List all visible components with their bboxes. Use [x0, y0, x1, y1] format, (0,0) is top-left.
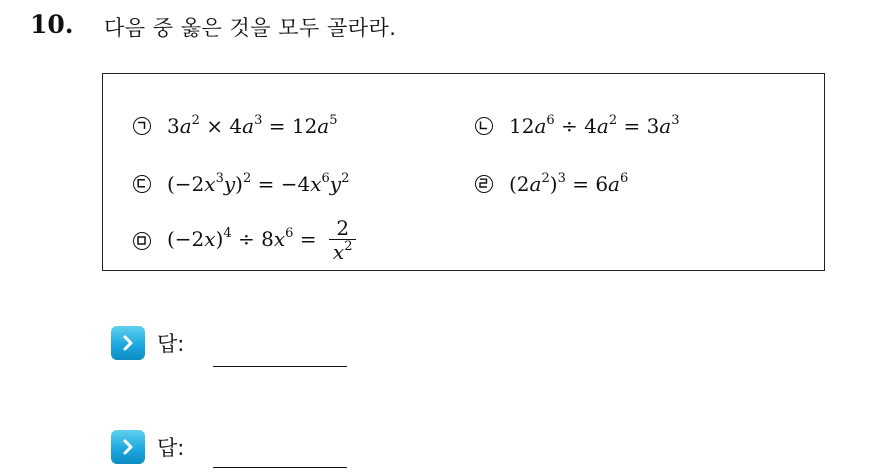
answer-row-2: [111, 430, 184, 464]
circled-mieum-icon: [133, 232, 151, 250]
choice-rieul-expression: $(2a^2)^3 = 6a^6$: [509, 171, 629, 196]
arrow-right-icon: [111, 430, 145, 464]
choices-box: [102, 73, 825, 271]
choice-giyeok: [133, 114, 338, 138]
choice-nieun-expression: $12a^6 \div 4a^2 = 3a^3$: [509, 113, 680, 138]
circled-nieun-icon: [475, 117, 493, 135]
answer-row-1: [111, 326, 184, 360]
choice-rieul: [475, 172, 628, 196]
question-text: 다음 중 옳은 것을 모두 골라라.: [104, 16, 397, 40]
choice-digeut-expression: $(-2x^3y)^2 = -4x^6y^2$: [167, 171, 350, 196]
choice-mieum: [133, 217, 356, 264]
circled-rieul-icon: [475, 175, 493, 193]
answer-label: 답:: [157, 332, 185, 356]
circled-giyeok-icon: [133, 117, 151, 135]
choice-digeut: [133, 172, 349, 196]
fraction: $\frac{2}{x^2}$: [329, 217, 357, 264]
answer-blank-2[interactable]: [213, 467, 347, 468]
circled-digeut-icon: [133, 175, 151, 193]
choice-mieum-expression: $(-2x)^4 \div 8x^6$ = $\frac{2}{x^2}$: [167, 217, 356, 264]
question-number: 10.: [30, 10, 74, 39]
arrow-right-icon: [111, 326, 145, 360]
answer-blank-1[interactable]: [213, 366, 347, 367]
answer-label: 답:: [157, 436, 185, 460]
choice-nieun: [475, 114, 680, 138]
choice-giyeok-expression: $3a^2 \times 4a^3 = 12a^5$: [167, 113, 338, 138]
